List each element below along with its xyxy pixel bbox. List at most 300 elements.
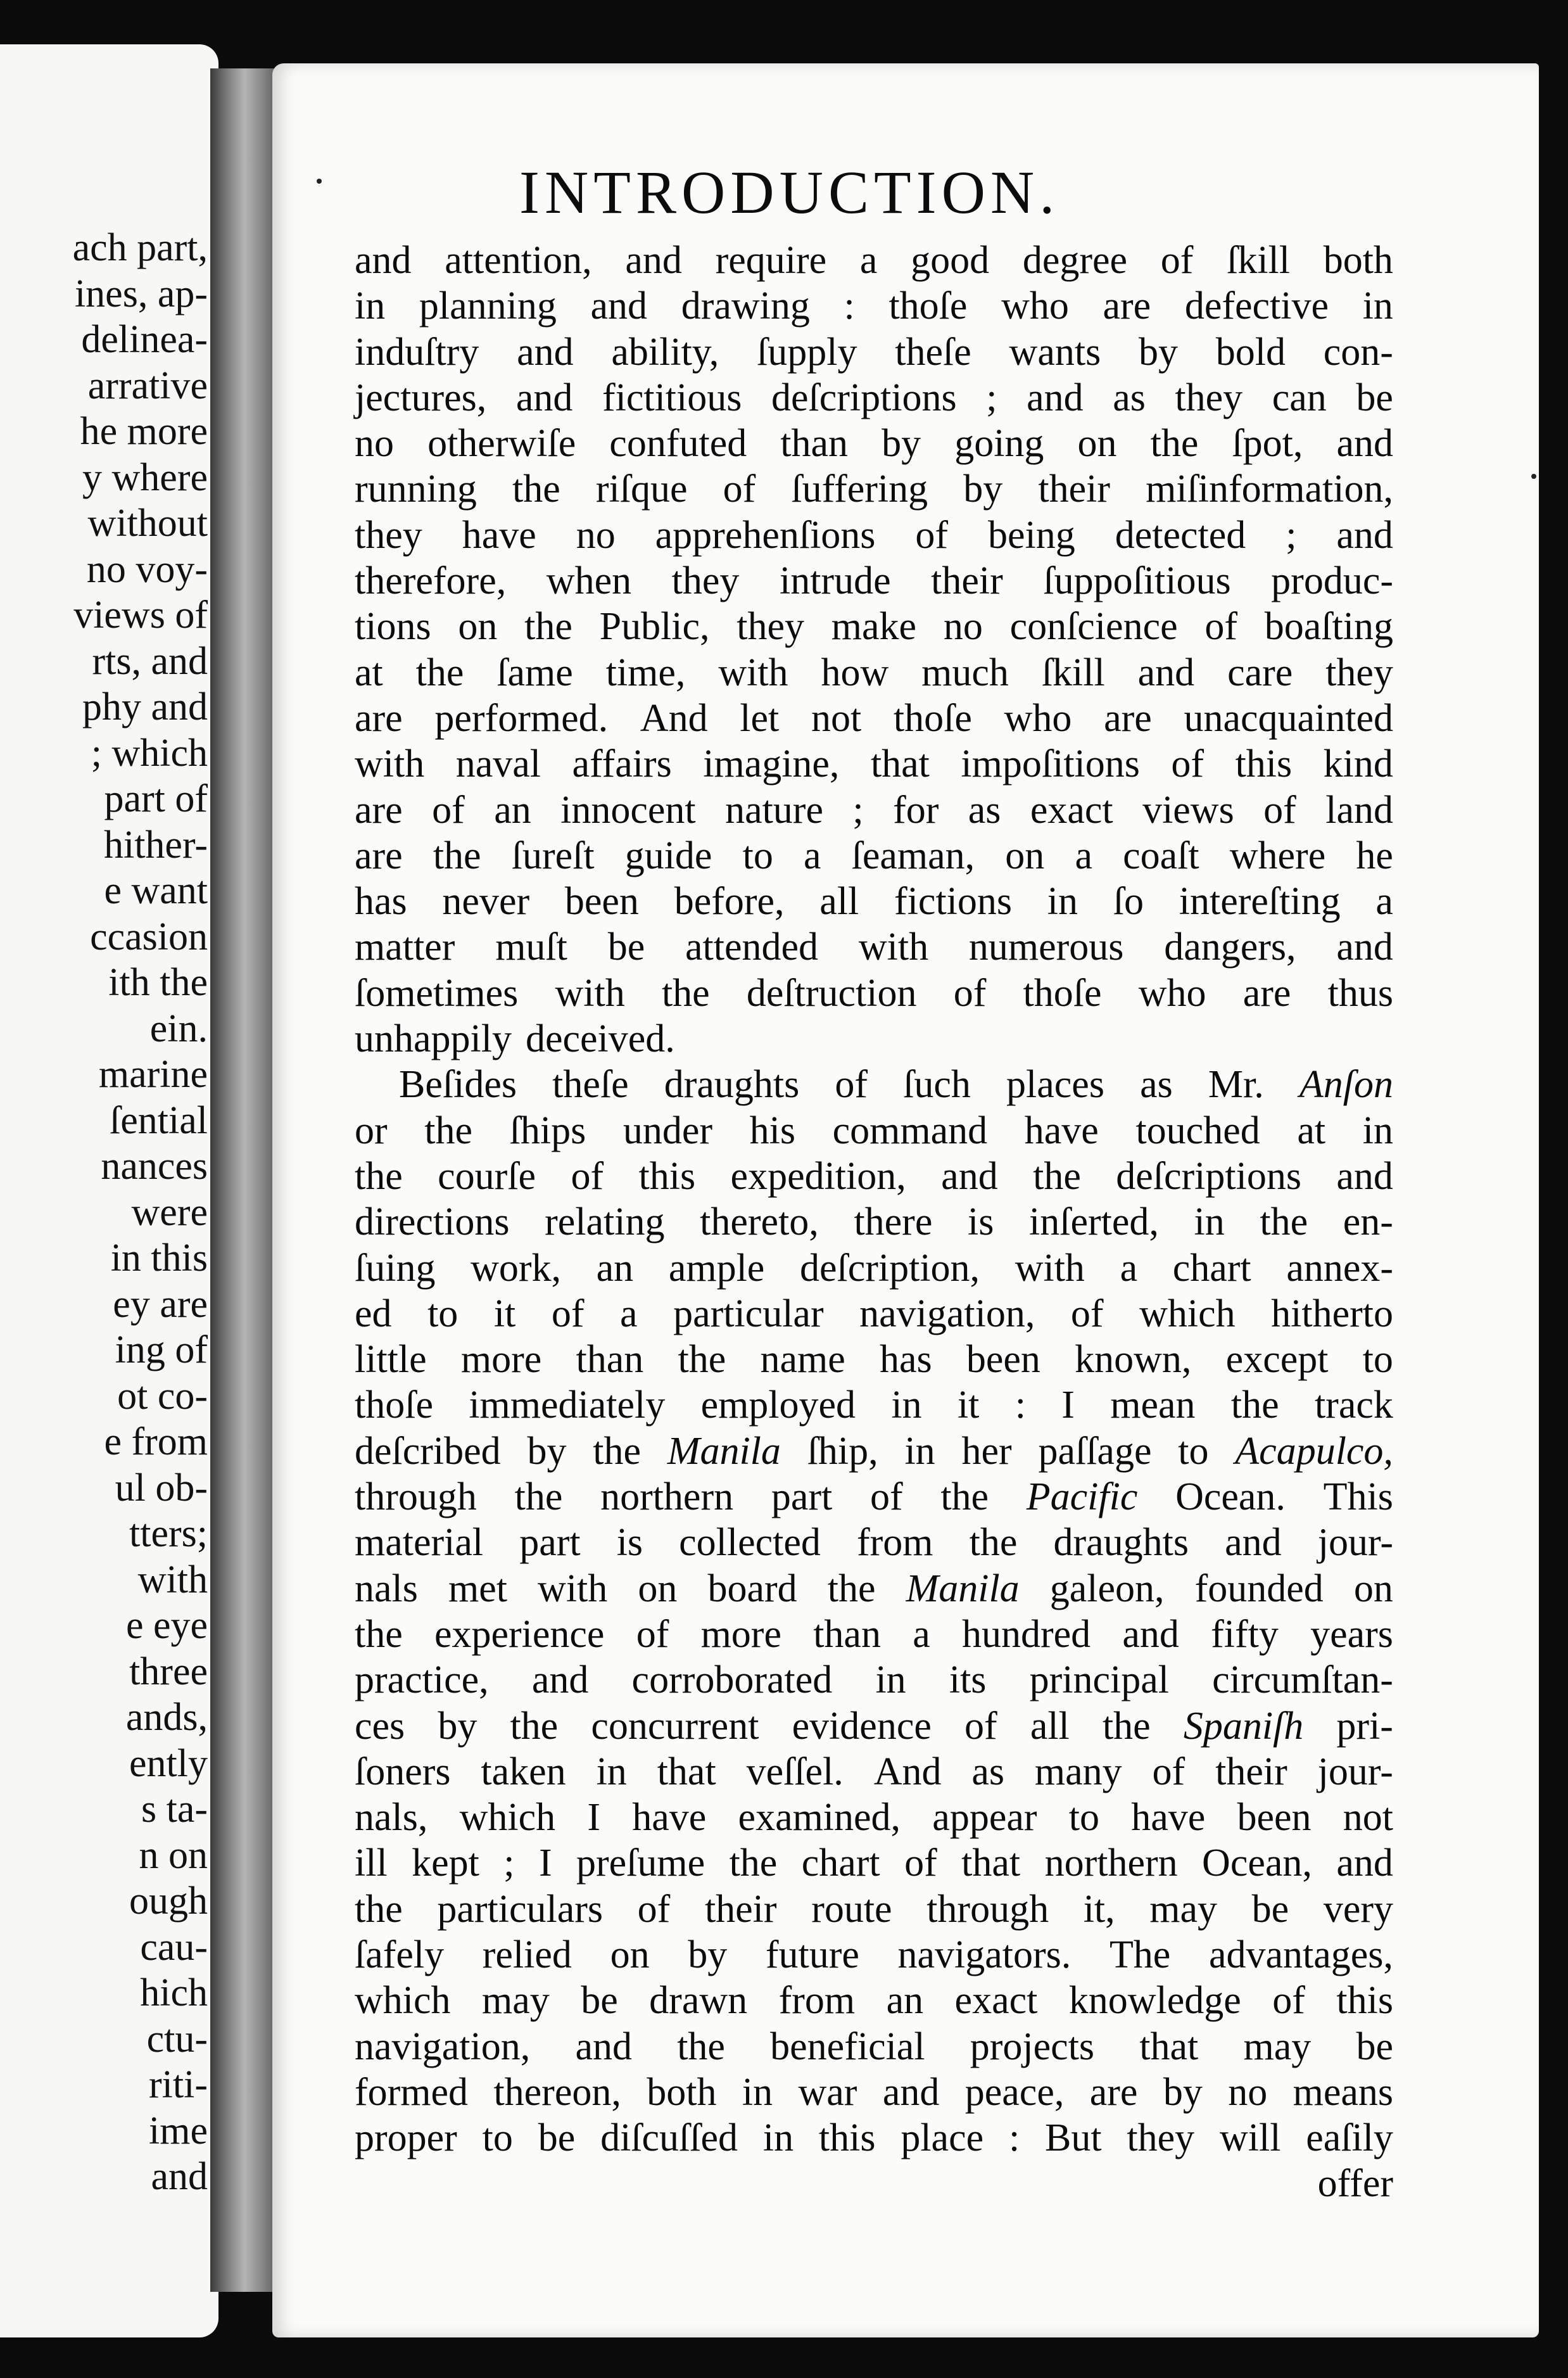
word: ſeaman, — [851, 834, 975, 877]
word: to — [427, 1292, 458, 1335]
word: route — [811, 1887, 892, 1931]
text-line — [355, 1474, 1393, 1520]
word: the — [1260, 1200, 1308, 1244]
word: advantages, — [1208, 1933, 1393, 1976]
word: track — [1314, 1383, 1393, 1427]
word: expedition, — [730, 1154, 906, 1198]
word: have — [632, 1796, 707, 1840]
word: many — [1034, 1750, 1122, 1793]
left-page-line: ſential — [110, 1098, 208, 1142]
word: a — [620, 1292, 638, 1335]
word: and — [1137, 651, 1195, 694]
word: by — [963, 467, 1003, 511]
word: ſoners — [355, 1750, 451, 1793]
left-page-line: ines, ap- — [74, 272, 208, 315]
word: touched — [1135, 1109, 1260, 1152]
word: on — [1077, 422, 1117, 466]
left-page-line: y where — [82, 455, 208, 499]
left-page-line: tters; — [129, 1512, 208, 1555]
word: corroborated — [631, 1658, 833, 1702]
word: and — [515, 376, 573, 419]
word: land — [1325, 788, 1393, 832]
left-page-line: n on — [139, 1833, 208, 1877]
word: the — [524, 605, 572, 649]
word: Mr. — [1208, 1063, 1264, 1107]
word: inſerted, — [1029, 1200, 1159, 1244]
word: through — [926, 1887, 1049, 1931]
left-page-line: hich — [140, 1971, 208, 2014]
word: this — [818, 2116, 876, 2160]
word: conſcience — [1009, 605, 1178, 649]
word: be — [581, 1979, 618, 2023]
word: The — [1109, 1933, 1171, 1976]
word: exact — [1030, 788, 1113, 832]
word: on — [638, 1567, 678, 1610]
left-page-line: ey are — [113, 1282, 208, 1326]
word: as — [1140, 1063, 1173, 1107]
word: by — [438, 1704, 477, 1748]
word: of — [723, 467, 756, 511]
word: they — [1175, 376, 1243, 419]
left-page-line: without — [87, 502, 208, 545]
word: little — [355, 1338, 427, 1382]
word: a — [803, 834, 821, 877]
word: Manila — [667, 1429, 781, 1473]
word: annex- — [1286, 1246, 1393, 1290]
word: ſuing — [355, 1246, 436, 1290]
word: miſinformation, — [1146, 467, 1393, 511]
text-line — [355, 1154, 1393, 1199]
word: and — [531, 1658, 589, 1702]
word: than — [780, 422, 849, 466]
word: directions — [355, 1200, 510, 1244]
word: who — [1004, 696, 1072, 740]
word: deſcriptions — [1116, 1154, 1301, 1198]
text-line — [355, 2024, 1393, 2070]
word: projects — [970, 2025, 1095, 2068]
word: offer — [1317, 2162, 1393, 2206]
word: founded — [1194, 1567, 1324, 1610]
word: all — [819, 880, 859, 924]
word: met — [448, 1567, 507, 1610]
word: Acapulco, — [1235, 1429, 1393, 1473]
word: with — [1015, 1246, 1085, 1290]
word: ſuppoſitious — [1043, 559, 1231, 603]
word: war — [798, 2070, 857, 2114]
word: proper — [355, 2116, 457, 2160]
word: mean — [1110, 1383, 1196, 1427]
word: ſhip, — [807, 1429, 878, 1473]
word: except — [1225, 1338, 1329, 1382]
word: hundred — [961, 1612, 1091, 1656]
word: and — [1225, 1521, 1282, 1565]
word: an — [596, 1246, 634, 1290]
word: pri- — [1336, 1704, 1393, 1748]
word: ; — [503, 1841, 515, 1885]
word: or — [355, 1109, 388, 1152]
text-line — [355, 741, 1393, 787]
word: con- — [1323, 330, 1393, 374]
word: thoſe — [893, 696, 972, 740]
word: with — [718, 651, 788, 694]
word: to — [1178, 1429, 1209, 1473]
word: this — [638, 1154, 696, 1198]
word: be — [1356, 2025, 1393, 2068]
word: galeon, — [1049, 1567, 1165, 1610]
word: when — [546, 559, 632, 603]
word: on — [1005, 834, 1045, 877]
text-line — [355, 329, 1393, 375]
word: be — [538, 2116, 576, 2160]
word: intereſting — [1179, 880, 1341, 924]
word: jour- — [1317, 1521, 1393, 1565]
word: a — [859, 239, 878, 282]
word: as — [968, 788, 1001, 832]
word: with — [355, 742, 425, 786]
word: his — [749, 1109, 796, 1152]
word: impoſitions — [961, 742, 1140, 786]
word: ſafely — [355, 1933, 445, 1976]
word: than — [813, 1612, 881, 1656]
word: will — [1220, 2116, 1281, 2160]
word: eaſily — [1306, 2116, 1393, 2160]
word: it — [957, 1383, 980, 1427]
word: ſometimes — [355, 971, 519, 1015]
word: before, — [674, 880, 785, 924]
word: preſume — [576, 1841, 705, 1885]
word: her — [961, 1429, 1012, 1473]
word: in — [1047, 880, 1078, 924]
left-page-line: ul ob- — [115, 1466, 208, 1510]
word: how — [821, 651, 889, 694]
word: both — [1323, 239, 1393, 282]
word: to — [482, 2116, 513, 2160]
word: make — [831, 605, 917, 649]
word: I — [1061, 1383, 1075, 1427]
word: their — [1038, 467, 1110, 511]
word: not — [1343, 1796, 1393, 1840]
word: particulars — [437, 1887, 604, 1931]
word: their — [931, 559, 1003, 603]
word: be — [1251, 1887, 1289, 1931]
word: fictions — [894, 880, 1013, 924]
word: with — [555, 971, 625, 1015]
left-page-line: ime — [149, 2109, 208, 2152]
word: apprehenſions — [655, 513, 876, 557]
word: employed — [700, 1383, 856, 1427]
word: intrude — [779, 559, 891, 603]
word: and — [1336, 513, 1393, 557]
word: require — [715, 239, 827, 282]
word: has — [879, 1338, 932, 1382]
word: : — [1015, 1383, 1026, 1427]
word: care — [1227, 651, 1293, 694]
word: Spaniſh — [1183, 1704, 1304, 1748]
word: place — [901, 2116, 984, 2160]
word: on — [610, 1933, 650, 1976]
word: and — [517, 330, 574, 374]
word: good — [911, 239, 990, 282]
word: principal — [1029, 1658, 1169, 1702]
word: have — [1024, 1109, 1099, 1152]
word: from — [778, 1979, 856, 2023]
word: future — [765, 1933, 859, 1976]
text-line — [355, 558, 1393, 604]
text-line — [355, 1749, 1393, 1795]
word: by — [527, 1429, 567, 1473]
left-page-line: ith the — [108, 961, 208, 1004]
word: in — [1194, 1200, 1225, 1244]
word: theſe — [552, 1063, 629, 1107]
word: to — [1068, 1796, 1099, 1840]
word: ſuch — [903, 1063, 971, 1107]
word: and — [1122, 1612, 1179, 1656]
word: appear — [932, 1796, 1037, 1840]
text-line — [355, 1657, 1393, 1703]
word: unacquainted — [1184, 696, 1393, 740]
word: much — [921, 651, 1009, 694]
word: of — [636, 1612, 669, 1656]
word: in — [355, 284, 386, 328]
text-line — [355, 1978, 1393, 2023]
left-page-line: ctu- — [146, 2017, 208, 2061]
word: ſo — [1113, 880, 1144, 924]
text-line — [355, 833, 1393, 879]
word: been — [966, 1338, 1040, 1382]
word: they — [671, 559, 740, 603]
word: detected — [1115, 513, 1246, 557]
word: means — [1293, 2070, 1393, 2114]
word: at — [1297, 1109, 1326, 1152]
word: there — [854, 1200, 933, 1244]
text-line — [355, 604, 1393, 649]
word: the — [355, 1154, 403, 1198]
word: of — [1070, 1292, 1104, 1335]
word: evidence — [792, 1704, 932, 1748]
word: it — [493, 1292, 516, 1335]
word: ed — [355, 1292, 392, 1335]
word: ; — [852, 788, 864, 832]
word: matter — [355, 925, 455, 969]
word: drawn — [649, 1979, 748, 2023]
word: deſcribed — [355, 1429, 501, 1473]
word: : — [844, 284, 855, 328]
word: diſcuſſed — [600, 2116, 738, 2160]
word: the — [1150, 422, 1199, 466]
left-page-line: cau- — [140, 1925, 208, 1969]
word: with — [858, 925, 929, 969]
word: in — [875, 1658, 906, 1702]
word: ; — [1286, 513, 1297, 557]
word: naval — [455, 742, 541, 786]
word: part — [771, 1475, 833, 1519]
word: I — [587, 1796, 601, 1840]
word: jectures, — [355, 376, 487, 419]
word: deceived. — [525, 1017, 675, 1061]
word: this — [1336, 1979, 1393, 2023]
word: practice, — [355, 1658, 489, 1702]
word: views — [1142, 788, 1234, 832]
left-page-line: with — [137, 1558, 208, 1601]
word: is — [968, 1200, 994, 1244]
word: the — [355, 1612, 403, 1656]
word: of — [432, 788, 465, 832]
word: taken — [481, 1750, 566, 1793]
word: northern — [1044, 1841, 1178, 1885]
word: from — [857, 1521, 933, 1565]
word: of — [964, 1704, 997, 1748]
text-line — [355, 970, 1393, 1016]
word: and — [625, 239, 682, 282]
word: veſſel. — [746, 1750, 844, 1793]
word: which — [1139, 1292, 1236, 1335]
word: than — [576, 1338, 644, 1382]
text-line — [355, 1703, 1393, 1749]
word: which — [459, 1796, 556, 1840]
word: who — [1001, 284, 1069, 328]
word: the — [593, 1429, 641, 1473]
word: not — [811, 696, 862, 740]
word: as — [1113, 376, 1146, 419]
word: going — [954, 422, 1044, 466]
word: more — [460, 1338, 542, 1382]
word: with — [538, 1567, 608, 1610]
word: planning — [419, 284, 557, 328]
word: that — [870, 742, 930, 786]
left-page-line: no voy- — [86, 547, 208, 591]
word: as — [971, 1750, 1005, 1793]
word: where — [1229, 834, 1326, 877]
word: material — [355, 1521, 484, 1565]
word: and — [1336, 1841, 1393, 1885]
word: their — [704, 1887, 777, 1931]
text-line — [355, 283, 1393, 329]
word: of — [1152, 1750, 1185, 1793]
word: years — [1310, 1612, 1393, 1656]
word: otherwiſe — [427, 422, 576, 466]
word: their — [1215, 1750, 1287, 1793]
page-header: INTRODUCTION. — [519, 158, 1060, 226]
word: for — [893, 788, 939, 832]
word: imagine, — [703, 742, 840, 786]
word: the — [510, 1704, 559, 1748]
word: has — [355, 880, 407, 924]
body-text — [355, 238, 1393, 2207]
left-page-line: hither- — [103, 823, 208, 867]
word: therefore, — [355, 559, 507, 603]
word: that — [657, 1750, 716, 1793]
word: by — [688, 1933, 728, 1976]
word: the — [940, 1475, 989, 1519]
text-line — [355, 466, 1393, 512]
word: muſt — [495, 925, 567, 969]
word: paſſage — [1038, 1429, 1152, 1473]
text-line — [355, 2161, 1393, 2206]
word: the — [1102, 1704, 1151, 1748]
word: Ocean. — [1175, 1475, 1286, 1519]
word: deſcription, — [799, 1246, 980, 1290]
left-page — [0, 44, 218, 2337]
word: affairs — [572, 742, 672, 786]
word: ability, — [611, 330, 719, 374]
word: in — [596, 1750, 627, 1793]
text-line — [355, 1566, 1393, 1612]
word: deſcriptions — [771, 376, 957, 419]
word: of — [915, 513, 949, 557]
word: relied — [482, 1933, 572, 1976]
word: in — [762, 2116, 794, 2160]
word: Beſides — [399, 1063, 517, 1107]
word: part — [519, 1521, 581, 1565]
word: thereto, — [700, 1200, 819, 1244]
word: the — [1033, 1154, 1081, 1198]
word: its — [949, 1658, 987, 1702]
text-line — [355, 1840, 1393, 1886]
word: in — [904, 1429, 935, 1473]
word: an — [886, 1979, 924, 2023]
text-line — [355, 1612, 1393, 1657]
word: to — [1362, 1338, 1393, 1382]
left-page-line: ing of — [115, 1328, 208, 1371]
word: they — [737, 605, 805, 649]
word: the — [355, 1887, 403, 1931]
text-line — [355, 1428, 1393, 1474]
word: attention, — [445, 239, 592, 282]
word: navigation, — [859, 1292, 1035, 1335]
word: of — [904, 1841, 937, 1885]
word: ſuffering — [791, 467, 928, 511]
word: may — [1243, 2025, 1312, 2068]
text-line — [355, 1199, 1393, 1245]
left-page-line: ands, — [125, 1696, 208, 1739]
word: been — [1237, 1796, 1312, 1840]
left-page-line: phy and — [82, 685, 208, 728]
word: ample — [668, 1246, 765, 1290]
word: they — [1127, 2116, 1195, 2160]
word: ſhips — [509, 1109, 586, 1152]
word: fictitious — [602, 376, 742, 419]
word: thoſe — [355, 1383, 433, 1427]
word: who — [1138, 971, 1206, 1015]
word: ſpot, — [1232, 422, 1303, 466]
word: to — [742, 834, 773, 877]
word: draughts — [1053, 1521, 1189, 1565]
word: they — [355, 513, 422, 557]
word: may — [1149, 1887, 1218, 1931]
word: are — [1089, 2070, 1138, 2114]
text-line — [355, 1382, 1393, 1428]
word: thereon, — [493, 2070, 621, 2114]
speck — [1531, 474, 1536, 479]
word: performed. — [434, 696, 609, 740]
word: and — [590, 284, 648, 328]
left-page-line: in this — [110, 1237, 208, 1280]
word: known, — [1075, 1338, 1192, 1382]
word: the — [1230, 1383, 1279, 1427]
word: hitherto — [1271, 1292, 1393, 1335]
word: unhappily — [355, 1017, 512, 1061]
left-page-line: delinea- — [81, 318, 208, 361]
word: formed — [355, 2070, 469, 2114]
word: of — [1160, 239, 1194, 282]
left-page-line: arrative — [87, 364, 208, 407]
word: have — [1131, 1796, 1206, 1840]
word: been — [564, 880, 639, 924]
word: kind — [1323, 742, 1393, 786]
word: induſtry — [355, 330, 479, 374]
left-page-line: he more — [80, 410, 208, 453]
word: no — [1228, 2070, 1268, 2114]
